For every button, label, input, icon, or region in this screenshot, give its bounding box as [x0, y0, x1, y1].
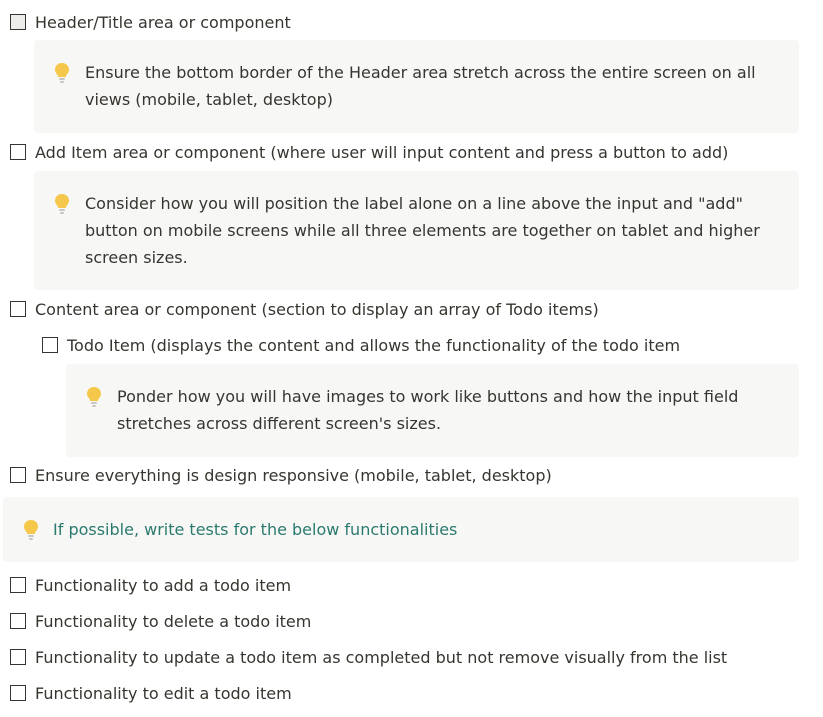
checkbox[interactable]	[10, 649, 26, 665]
todo-label: Content area or component (section to display an array of Todo items)	[35, 299, 599, 319]
todo-label: Functionality to add a todo item	[35, 575, 292, 595]
todo-label: Todo Item (displays the content and allows the functionality of the todo item	[67, 335, 681, 355]
lightbulb-icon	[53, 62, 71, 84]
todo-responsive	[10, 461, 552, 489]
callout-line: Ensure the bottom border of the Header area stretch across the entire screen on all	[85, 63, 756, 82]
todo-label: Functionality to delete a todo item	[35, 611, 312, 631]
todo-add-item	[10, 138, 728, 166]
callout-line: button on mobile screens while all three elements are together on tablet and higher	[85, 221, 760, 240]
checkbox[interactable]	[10, 301, 26, 317]
todo-header-title	[10, 8, 291, 36]
callout-header-tip	[34, 40, 799, 133]
callout-tests-tip	[3, 497, 799, 562]
callout-todo-item-tip	[66, 364, 799, 457]
callout-line: views (mobile, tablet, desktop)	[85, 90, 333, 109]
checkbox[interactable]	[10, 613, 26, 629]
todo-func-add	[10, 571, 291, 599]
lightbulb-icon	[22, 519, 40, 541]
checkbox[interactable]	[10, 144, 26, 160]
callout-line: screen sizes.	[85, 248, 188, 267]
checkbox[interactable]	[10, 467, 26, 483]
todo-label: Header/Title area or component	[35, 12, 291, 32]
todo-func-update	[10, 643, 727, 671]
callout-text	[85, 190, 760, 271]
callout-text	[85, 59, 756, 113]
checkbox[interactable]	[10, 14, 26, 30]
todo-label: Add Item area or component (where user will input content and press a button to add)	[35, 142, 729, 162]
lightbulb-icon	[85, 386, 103, 408]
todo-content-area	[10, 295, 599, 323]
callout-text	[117, 383, 738, 437]
checkbox[interactable]	[10, 685, 26, 701]
todo-label: Functionality to update a todo item as completed but not remove visually from the list	[35, 647, 728, 667]
todo-label: Functionality to edit a todo item	[35, 683, 292, 703]
callout-line: stretches across different screen's sizes.	[117, 414, 442, 433]
todo-todo-item	[42, 331, 680, 359]
todo-func-delete	[10, 607, 311, 635]
callout-line: Ponder how you will have images to work like buttons and how the input field	[117, 387, 739, 406]
callout-line: Consider how you will position the label alone on a line above the input and "add"	[85, 194, 743, 213]
callout-add-item-tip	[34, 171, 799, 290]
todo-label: Ensure everything is design responsive (mobile, tablet, desktop)	[35, 465, 552, 485]
todo-func-edit	[10, 679, 292, 707]
callout-text: If possible, write tests for the below functionalities	[53, 520, 458, 539]
lightbulb-icon	[53, 193, 71, 215]
checkbox[interactable]	[10, 577, 26, 593]
checkbox[interactable]	[42, 337, 58, 353]
